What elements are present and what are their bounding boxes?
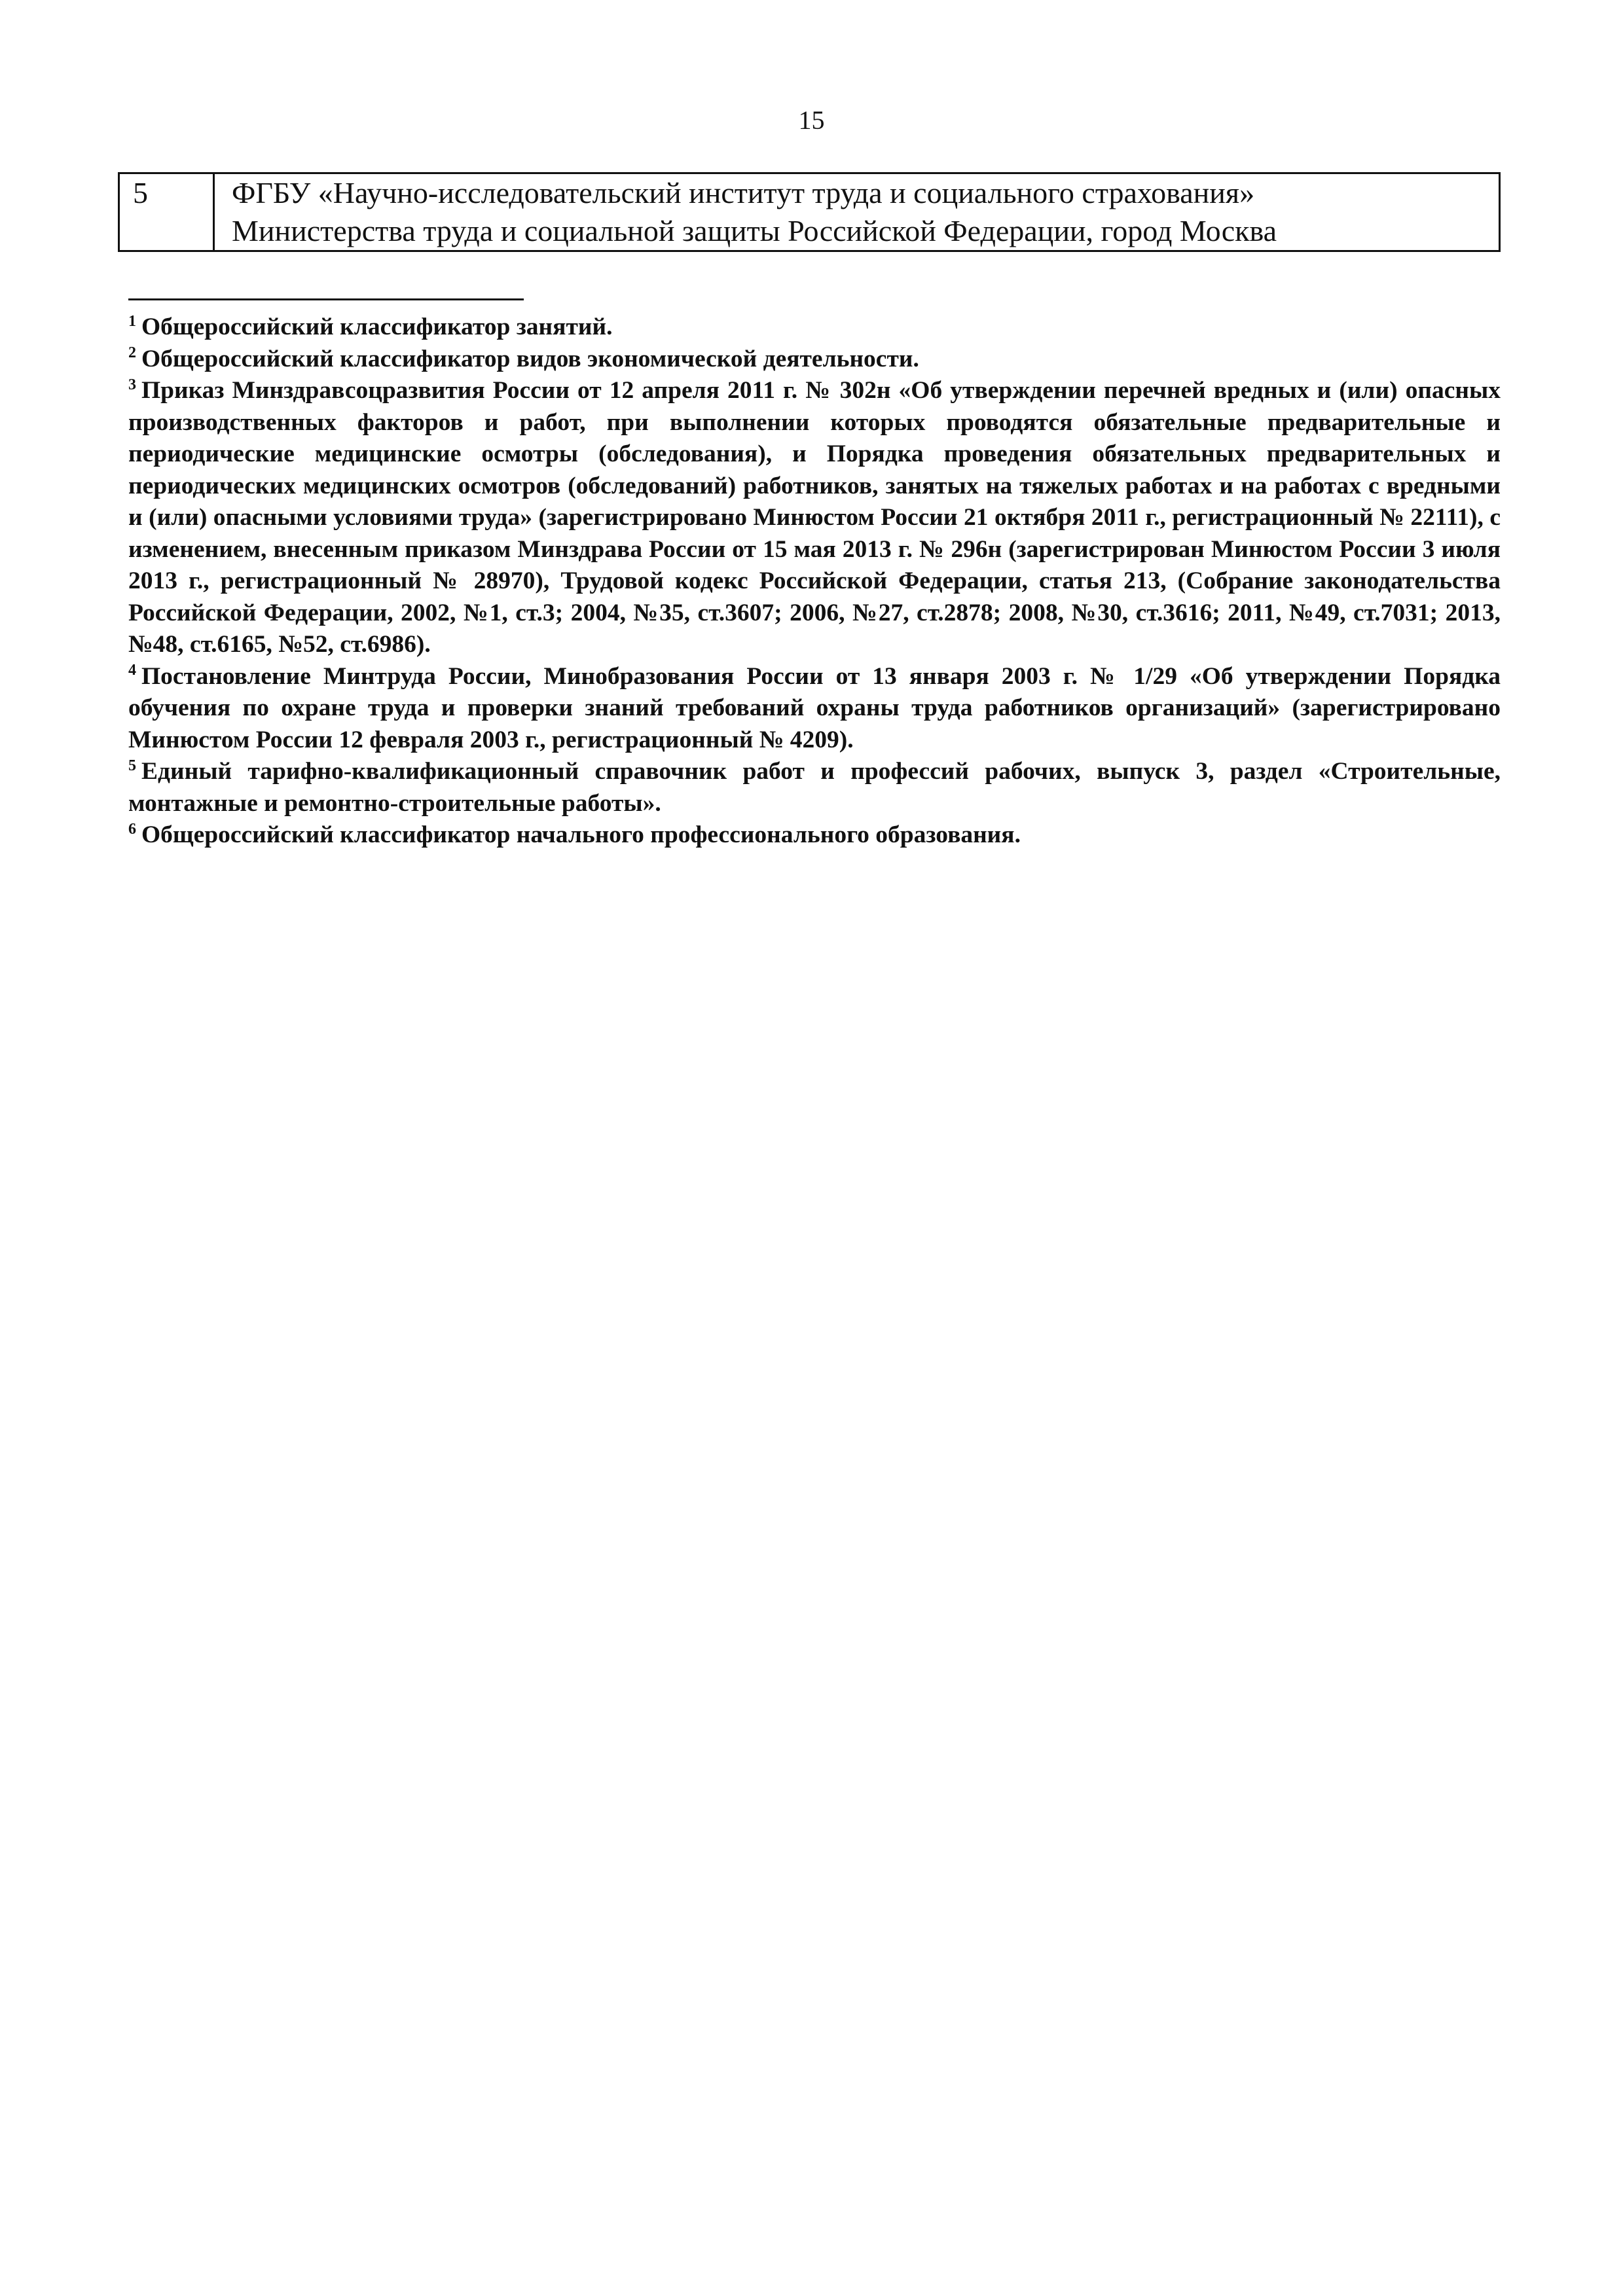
footnote-text: Общероссийский классификатор начального профессионального образования. — [141, 821, 1021, 848]
row-number-cell: 5 — [119, 173, 214, 251]
footnote-marker: 2 — [128, 344, 136, 361]
footnote-marker: 3 — [128, 376, 136, 393]
footnote-text: Постановление Минтруда России, Минобразования России от 13 января 2003 г. № 1/29 «Об утверждении Порядка обучения по охране труда и проверки знаний требований охраны труда работников организаций» (зарегистрировано Минюстом России 12 февраля 2003 г., регистрационный № 4209). — [128, 662, 1501, 753]
footnote-text: Единый тарифно-квалификационный справочник работ и профессий рабочих, выпуск 3, раздел «Строительные, монтажные и ремонтно-строительные работы». — [128, 758, 1501, 817]
table-row — [119, 173, 1500, 251]
footnote-marker: 1 — [128, 312, 136, 330]
page-number: 15 — [798, 105, 825, 135]
footnote-5 — [128, 756, 1501, 819]
organization-name-line: Министерства труда и социальной защиты Российской Федерации, город Москва — [232, 214, 1277, 247]
organization-table — [118, 172, 1501, 252]
footnote-2 — [128, 344, 1501, 376]
footnote-marker: 5 — [128, 757, 136, 774]
organization-name-cell — [214, 173, 1500, 251]
footnote-separator — [128, 298, 524, 300]
footnote-text: Приказ Минздравсоцразвития России от 12 апреля 2011 г. № 302н «Об утверждении перечней вредных и (или) опасных производственных факторов и работ, при выполнении которых проводятся обязательные предварительные и периодические медицинские осмотры (обследования), и Порядка проведения обязательных предварительных и периодических медицинских осмотров (обследований) работников, занятых на тяжелых работах и на работах с вредными и (или) опасными условиями труда» (зарегистрировано Минюстом России 21 октября 2011 г., регистрационный № 22111), с изменением, внесенным приказом Минздрава России от 15 мая 2013 г. № 296н (зарегистрирован Минюстом России 3 июля 2013 г., регистрационный № 28970), Трудовой кодекс Российской Федерации, статья 213, (Собрание законодательства Российской Федерации, 2002, №1, ст.3; 2004, №35, ст.3607; 2006, №27, ст.2878; 2008, №30, ст.3616; 2011, №49, ст.7031; 2013, №48, ст.6165, №52, ст.6986). — [128, 377, 1501, 658]
footnote-marker: 6 — [128, 820, 136, 838]
footnote-marker: 4 — [128, 662, 136, 679]
footnote-text: Общероссийский классификатор занятий. — [141, 314, 613, 340]
footnotes-section — [128, 312, 1501, 852]
footnote-3 — [128, 375, 1501, 661]
footnote-1 — [128, 312, 1501, 344]
footnote-6 — [128, 819, 1501, 852]
footnote-4 — [128, 661, 1501, 757]
organization-name-line: ФГБУ «Научно-исследовательский институт труда и социального страхования» — [232, 176, 1255, 209]
footnote-text: Общероссийский классификатор видов экономической деятельности. — [141, 345, 919, 372]
